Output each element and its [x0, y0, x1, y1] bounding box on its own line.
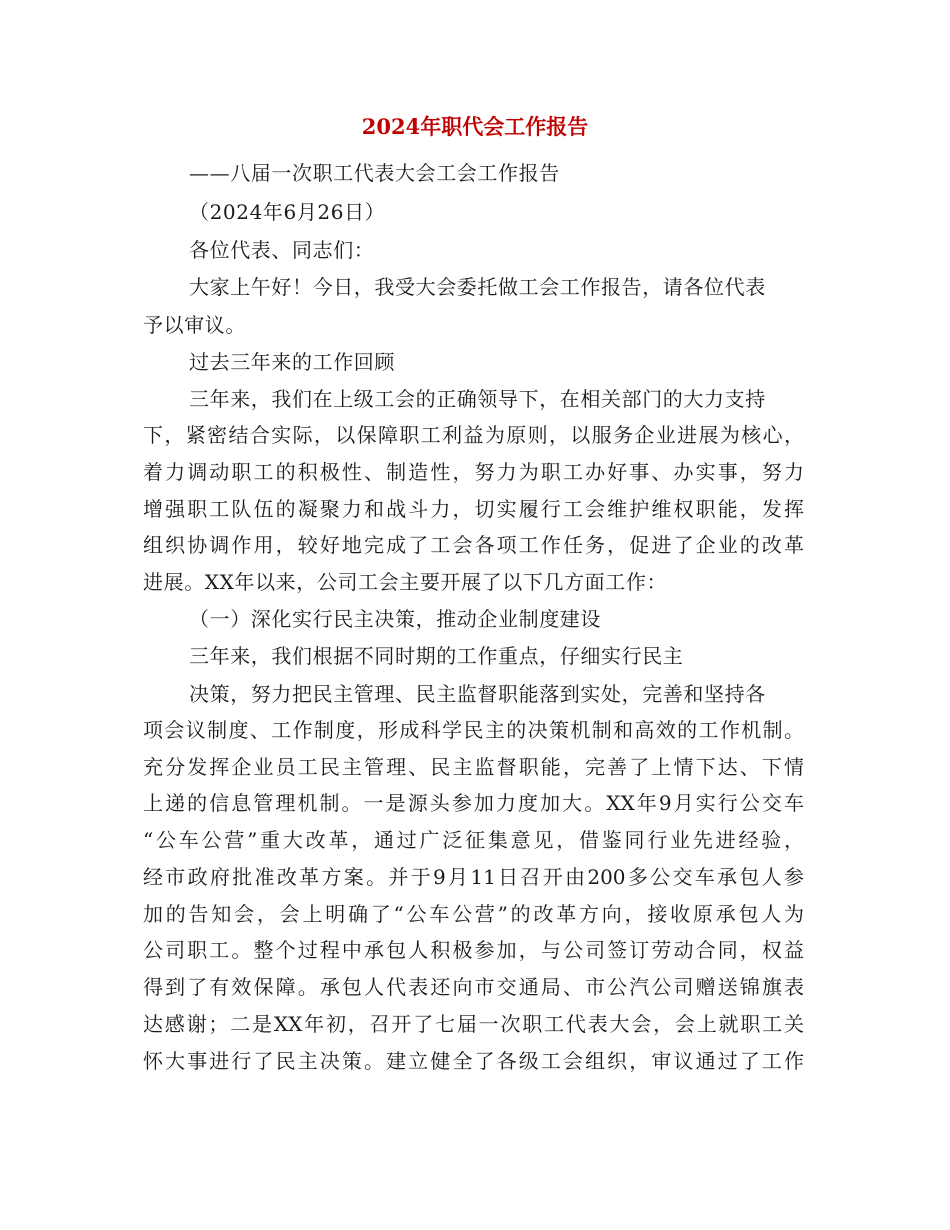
- paragraph-line: 公司职工。整个过程中承包人积极参加，与公司签订劳动合同，权益: [143, 938, 804, 962]
- paragraph-line: 着力调动职工的积极性、制造性，努力为职工办好事、办实事，努力: [143, 460, 804, 484]
- paragraph-line: 怀大事进行了民主决策。建立健全了各级工会组织，审议通过了工作: [143, 1049, 804, 1073]
- paragraph-line: “公车公营”重大改革，通过广泛征集意见，借鉴同行业先进经验，: [143, 828, 804, 852]
- paragraph-line: 组织协调作用，较好地完成了工会各项工作任务，促进了企业的改革: [143, 533, 804, 557]
- subtitle-line: ——八届一次职工代表大会工会工作报告: [189, 161, 560, 185]
- section-heading: 过去三年来的工作回顾: [189, 350, 395, 374]
- paragraph-line: 加的告知会，会上明确了“公车公营”的改革方向，接收原承包人为: [143, 902, 804, 926]
- document-title: 2024年职代会工作报告: [361, 114, 589, 139]
- paragraph-line: 决策，努力把民主管理、民主监督职能落到实处，完善和坚持各: [189, 682, 766, 706]
- paragraph-line: 充分发挥企业员工民主管理、民主监督职能，完善了上情下达、下情: [143, 755, 804, 779]
- date-line: （2024年6月26日）: [189, 200, 386, 224]
- paragraph-line: 下，紧密结合实际，以保障职工利益为原则，以服务企业进展为核心，: [143, 423, 804, 447]
- salutation-line: 各位代表、同志们：: [189, 238, 375, 262]
- paragraph-line: 三年来，我们根据不同时期的工作重点，仔细实行民主: [189, 644, 684, 668]
- paragraph-line: 项会议制度、工作制度，形成科学民主的决策机制和高效的工作机制。: [143, 718, 804, 742]
- paragraph-line: 三年来，我们在上级工会的正确领导下，在相关部门的大力支持: [189, 387, 766, 411]
- paragraph-line: 进展。XX年以来，公司工会主要开展了以下几方面工作：: [143, 570, 668, 594]
- paragraph-line: 达感谢；二是XX年初，召开了七届一次职工代表大会，会上就职工关: [143, 1012, 804, 1036]
- paragraph-line: 大家上午好！今日，我受大会委托做工会工作报告，请各位代表: [189, 275, 766, 299]
- subsection-heading: （一）深化实行民主决策，推动企业制度建设: [189, 607, 601, 631]
- paragraph-line: 经市政府批准改革方案。并于9月11日召开由200多公交车承包人参: [143, 865, 804, 889]
- paragraph-line: 上递的信息管理机制。一是源头参加力度加大。XX年9月实行公交车: [143, 791, 804, 815]
- paragraph-line: 得到了有效保障。承包人代表还向市交通局、市公汽公司赠送锦旗表: [143, 975, 804, 999]
- paragraph-line: 予以审议。: [143, 313, 246, 337]
- paragraph-line: 增强职工队伍的凝聚力和战斗力，切实履行工会维护维权职能，发挥: [143, 497, 804, 521]
